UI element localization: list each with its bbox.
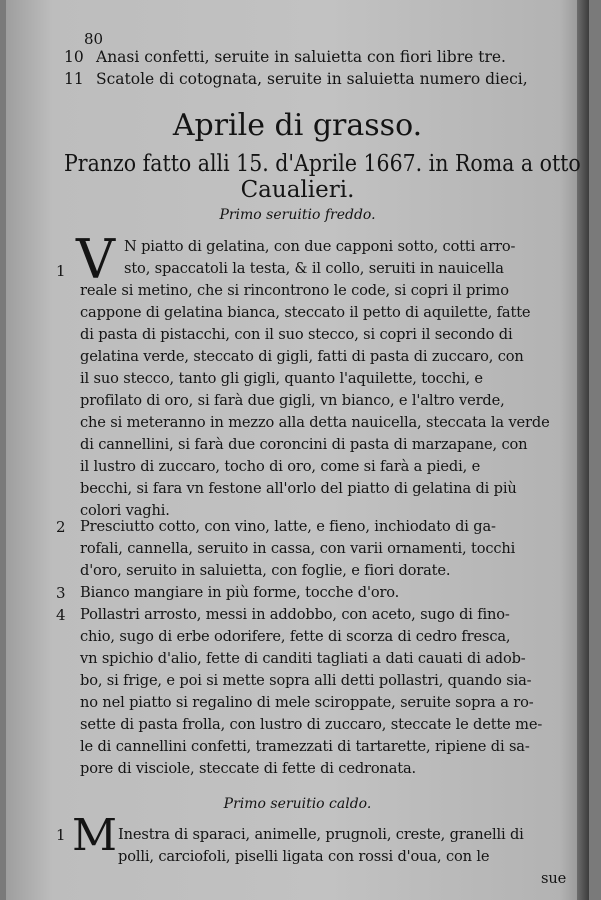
subtitle-line-2: Caualieri. xyxy=(240,177,355,203)
paragraph-line: sette di pasta frolla, con lustro di zuccaro, steccate le dette me- xyxy=(80,716,543,733)
paragraph-line: rofali, cannella, seruito in cassa, con varii ornamenti, tocchi xyxy=(80,540,516,557)
paragraph-line: gelatina verde, steccato di gigli, fatti di pasta di zuccaro, con xyxy=(80,348,524,365)
paragraph-line: Inestra di sparaci, animelle, prugnoli, creste, granelli di xyxy=(118,826,524,843)
paragraph-line: Pollastri arrosto, messi in addobbo, con aceto, sugo di fino- xyxy=(80,606,510,623)
page-number: 80 xyxy=(84,30,104,48)
paragraph-line: polli, carciofoli, piselli ligata con rossi d'oua, con le xyxy=(118,848,490,865)
paragraph-line: colori vaghi. xyxy=(80,502,170,519)
paragraph-line: che si meteranno in mezzo alla detta nauicella, steccata la verde xyxy=(80,414,550,431)
paragraph-line: di cannellini, si farà due coroncini di pasta di marzapane, con xyxy=(80,436,528,453)
drop-cap: V xyxy=(76,228,115,291)
paragraph-line: profilato di oro, si farà due gigli, vn bianco, e l'altro verde, xyxy=(80,392,505,409)
item-number: 10 xyxy=(64,48,84,66)
paragraph-line: reale si metino, che si rincontrono le code, si copri il primo xyxy=(80,282,509,299)
section-heading: Primo seruitio caldo. xyxy=(223,796,372,812)
paragraph-line: d'oro, seruito in saluietta, con foglie, e fiori dorate. xyxy=(80,562,451,579)
paragraph-line: vn spichio d'alio, fette di canditi tagliati a dati cauati di adob- xyxy=(80,650,526,667)
paragraph-line: becchi, si fara vn festone all'orlo del piatto di gelatina di più xyxy=(80,480,517,497)
paragraph-line: Presciutto cotto, con vino, latte, e fieno, inchiodato di ga- xyxy=(80,518,496,535)
item-number: 1 xyxy=(56,262,66,280)
list-item xyxy=(64,48,506,66)
page-title: Aprile di grasso. xyxy=(172,108,423,143)
item-text: Scatole di cotognata, seruite in saluietta numero dieci, xyxy=(96,70,528,88)
paragraph-line: sto, spaccatoli la testa, & il collo, seruiti in nauicella xyxy=(124,260,504,277)
paragraph-line: le di cannellini confetti, tramezzati di tartarette, ripiene di sa- xyxy=(80,738,530,755)
paragraph-line: pore di visciole, steccate di fette di cedronata. xyxy=(80,760,417,777)
paragraph-line: di pasta di pistacchi, con il suo stecco, si copri il secondo di xyxy=(80,326,513,343)
item-number: 11 xyxy=(64,70,84,88)
item-number: 4 xyxy=(56,606,66,624)
paragraph-line: cappone di gelatina bianca, steccato il petto di aquilette, fatte xyxy=(80,304,531,321)
item-number: 2 xyxy=(56,518,66,536)
book-page xyxy=(6,0,589,900)
catchword: sue xyxy=(541,870,567,887)
paragraph-line: chio, sugo di erbe odorifere, fette di scorza di cedro fresca, xyxy=(80,628,511,645)
drop-cap: M xyxy=(72,810,118,861)
item-number: 1 xyxy=(56,826,66,844)
item-number: 3 xyxy=(56,584,66,602)
paragraph-line: bo, si frige, e poi si mette sopra alli detti pollastri, quando sia- xyxy=(80,672,532,689)
section-heading: Primo seruitio freddo. xyxy=(219,207,376,223)
paragraph-line: il suo stecco, tanto gli gigli, quanto l'aquilette, tocchi, e xyxy=(80,370,483,387)
subtitle-line-1: Pranzo fatto alli 15. d'Aprile 1667. in Roma a otto xyxy=(64,151,581,177)
paragraph-line: Bianco mangiare in più forme, tocche d'oro. xyxy=(80,584,400,601)
paragraph-line: no nel piatto si regalino di mele sciroppate, seruite sopra a ro- xyxy=(80,694,534,711)
list-item xyxy=(64,70,528,88)
paragraph-line: il lustro di zuccaro, tocho di oro, come si farà a piedi, e xyxy=(80,458,481,475)
item-text: Anasi confetti, seruite in saluietta con fiori libre tre. xyxy=(96,48,506,66)
paragraph-line: N piatto di gelatina, con due capponi sotto, cotti arro- xyxy=(124,238,516,255)
